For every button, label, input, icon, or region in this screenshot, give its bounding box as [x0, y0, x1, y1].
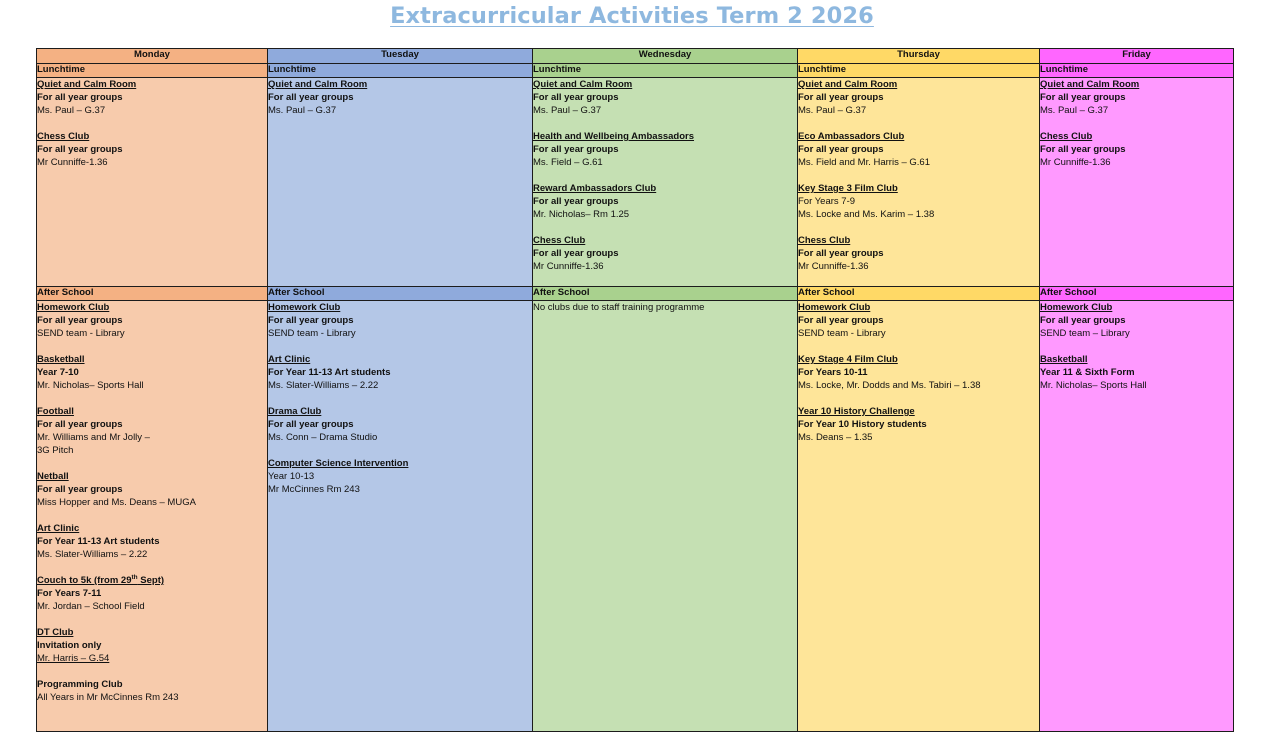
activity-name: Football [37, 406, 74, 417]
lunchtime-label: Lunchtime [268, 64, 533, 78]
activity-location: SEND team - Library [798, 328, 886, 339]
activity-audience: For Year 10 History students [798, 419, 927, 430]
activity-name-end: Sept) [137, 575, 165, 586]
day-header-row [37, 49, 1234, 64]
activity-audience: For all year groups [37, 484, 123, 495]
activity-audience: For all year groups [798, 315, 884, 326]
activity-location: Mr Cunniffe-1.36 [533, 261, 604, 272]
activity-block [533, 182, 797, 221]
activity-block [1040, 353, 1233, 392]
after-school-label: After School [533, 287, 798, 301]
day-header-thursday: Thursday [798, 49, 1040, 64]
activity-audience: For all year groups [533, 248, 619, 259]
activity-audience: For all year groups [798, 144, 884, 155]
activity-name: Homework Club [798, 302, 871, 313]
after-school-label: After School [798, 287, 1040, 301]
activity-location: Ms. Deans – 1.35 [798, 432, 873, 443]
activity-audience: Year 10-13 [268, 471, 315, 482]
activity-name: Year 10 History Challenge [798, 406, 915, 417]
activity-block [798, 182, 1039, 221]
activity-name: Key Stage 4 Film Club [798, 354, 898, 365]
activity-audience: For all year groups [37, 315, 123, 326]
activity-name: Key Stage 3 Film Club [798, 183, 898, 194]
day-header-wednesday: Wednesday [533, 49, 798, 64]
activity-audience: For Years 10-11 [798, 367, 868, 378]
lunchtime-label: Lunchtime [533, 64, 798, 78]
day-header-friday: Friday [1040, 49, 1234, 64]
activity-audience: For all year groups [37, 92, 123, 103]
monday-after-school-cell [37, 301, 268, 732]
wednesday-lunch-cell [533, 78, 798, 287]
activity-location: Ms. Paul – G.37 [1040, 105, 1109, 116]
lunchtime-label: Lunchtime [1040, 64, 1234, 78]
activity-location: Ms. Paul – G.37 [533, 105, 602, 116]
after-school-row [37, 301, 1234, 732]
activity-block [268, 78, 532, 117]
activity-block [1040, 78, 1233, 117]
activity-audience: Invitation only [37, 640, 102, 651]
activity-audience: For Years 7-11 [37, 588, 102, 599]
after-school-label: After School [37, 287, 268, 301]
activity-block [37, 301, 267, 340]
activity-name: Drama Club [268, 406, 322, 417]
activity-audience: For all year groups [533, 144, 619, 155]
activity-block [533, 130, 797, 169]
activity-location: SEND team - Library [268, 328, 356, 339]
activity-name: Chess Club [798, 235, 851, 246]
activity-block [37, 626, 267, 665]
activity-location: Ms. Paul – G.37 [798, 105, 867, 116]
wednesday-after-school-cell [533, 301, 798, 732]
activity-block [37, 522, 267, 561]
activity-block [37, 574, 267, 613]
activity-block [798, 405, 1039, 444]
activity-audience: For all year groups [1040, 92, 1126, 103]
lunchtime-label: Lunchtime [798, 64, 1040, 78]
activity-name: Reward Ambassadors Club [533, 183, 657, 194]
activity-name: Basketball [1040, 354, 1088, 365]
activity-name: Health and Wellbeing Ambassadors [533, 131, 695, 142]
activity-location: Mr. Nicholas– Rm 1.25 [533, 209, 630, 220]
activity-block [268, 405, 532, 444]
activity-audience: For Years 7-9 [798, 196, 856, 207]
activity-name: Quiet and Calm Room [37, 79, 137, 90]
tuesday-lunch-cell [268, 78, 533, 287]
no-clubs-note: No clubs due to staff training programme [533, 302, 705, 313]
activity-block [268, 301, 532, 340]
activity-location: Ms. Paul – G.37 [37, 105, 106, 116]
activity-name: Homework Club [268, 302, 341, 313]
page-title: Extracurricular Activities Term 2 2026 [390, 3, 874, 29]
activity-name: Homework Club [37, 302, 110, 313]
activity-name: Computer Science Intervention [268, 458, 409, 469]
activity-name: Basketball [37, 354, 85, 365]
activity-block [1040, 301, 1233, 340]
activity-block [798, 78, 1039, 117]
activity-name: Quiet and Calm Room [1040, 79, 1140, 90]
activity-location-line2: 3G Pitch [37, 445, 74, 456]
activity-block [37, 678, 267, 704]
activity-block [37, 130, 267, 169]
activity-location: Ms. Locke, Mr. Dodds and Ms. Tabiri – 1.38 [798, 380, 981, 391]
activity-block [798, 301, 1039, 340]
activity-location: Mr. Nicholas– Sports Hall [1040, 380, 1147, 391]
activity-location: Ms. Slater-Williams – 2.22 [37, 549, 148, 560]
activity-audience: Year 7-10 [37, 367, 79, 378]
activity-location: Ms. Field and Mr. Harris – G.61 [798, 157, 930, 168]
day-header-monday: Monday [37, 49, 268, 64]
activity-location: Mr. Harris – G.54 [37, 653, 110, 664]
thursday-lunch-cell [798, 78, 1040, 287]
activity-location: Ms. Paul – G.37 [268, 105, 337, 116]
activity-location: Ms. Conn – Drama Studio [268, 432, 378, 443]
activity-location: Mr Cunniffe-1.36 [1040, 157, 1111, 168]
activity-location: Ms. Slater-Williams – 2.22 [268, 380, 379, 391]
activity-name-text: Couch to 5k (from 29 [37, 575, 132, 586]
activity-name: Art Clinic [37, 523, 80, 534]
thursday-after-school-cell [798, 301, 1040, 732]
activity-audience: For Year 11-13 Art students [268, 367, 391, 378]
activity-block [798, 130, 1039, 169]
activity-name: Chess Club [37, 131, 90, 142]
activity-name: DT Club [37, 627, 74, 638]
activity-location: Miss Hopper and Ms. Deans – MUGA [37, 497, 196, 508]
activity-audience: For all year groups [533, 196, 619, 207]
activity-location: Mr. Jordan – School Field [37, 601, 145, 612]
activity-block [37, 405, 267, 457]
activity-name: Netball [37, 471, 69, 482]
activity-block [37, 353, 267, 392]
activity-block [798, 234, 1039, 273]
tuesday-after-school-cell [268, 301, 533, 732]
activity-name-superscript: th [131, 573, 138, 581]
activity-audience: For all year groups [1040, 315, 1126, 326]
activity-location: All Years in Mr McCinnes Rm 243 [37, 692, 179, 703]
activity-name: Programming Club [37, 679, 123, 690]
activity-name: Chess Club [533, 235, 586, 246]
activity-location: Mr. Williams and Mr Jolly – [37, 432, 150, 443]
monday-lunch-cell [37, 78, 268, 287]
activity-audience: For all year groups [533, 92, 619, 103]
activity-audience: For all year groups [798, 248, 884, 259]
activity-block [37, 470, 267, 509]
activities-timetable [36, 48, 1234, 732]
activity-name: Eco Ambassadors Club [798, 131, 905, 142]
activity-block [1040, 130, 1233, 169]
activity-location: SEND team - Library [37, 328, 125, 339]
friday-lunch-cell [1040, 78, 1234, 287]
activity-audience: For all year groups [1040, 144, 1126, 155]
after-school-label: After School [268, 287, 533, 301]
activity-name: Art Clinic [268, 354, 311, 365]
activity-location: Mr McCinnes Rm 243 [268, 484, 360, 495]
activity-block [533, 78, 797, 117]
activity-block [798, 353, 1039, 392]
after-school-label: After School [1040, 287, 1234, 301]
activity-audience: Year 11 & Sixth Form [1040, 367, 1135, 378]
activity-audience: For all year groups [37, 419, 123, 430]
day-header-tuesday: Tuesday [268, 49, 533, 64]
activity-name: Quiet and Calm Room [533, 79, 633, 90]
activity-audience: For all year groups [37, 144, 123, 155]
activity-block [533, 234, 797, 273]
activity-audience: For all year groups [268, 419, 354, 430]
lunchtime-row [37, 78, 1234, 287]
friday-after-school-cell [1040, 301, 1234, 732]
activity-location: SEND team – Library [1040, 328, 1130, 339]
activity-block [37, 78, 267, 117]
activity-audience: For Year 11-13 Art students [37, 536, 160, 547]
activity-name: Quiet and Calm Room [268, 79, 368, 90]
activity-name: Quiet and Calm Room [798, 79, 898, 90]
activity-name: Homework Club [1040, 302, 1113, 313]
activity-name [37, 574, 267, 587]
activity-audience: For all year groups [268, 315, 354, 326]
activity-audience: For all year groups [268, 92, 354, 103]
lunchtime-label-row [37, 64, 1234, 78]
activity-block [268, 353, 532, 392]
after-school-label-row [37, 287, 1234, 301]
activity-location: Mr Cunniffe-1.36 [37, 157, 108, 168]
activity-location: Ms. Locke and Ms. Karim – 1.38 [798, 209, 935, 220]
activity-audience: For all year groups [798, 92, 884, 103]
activity-location: Mr Cunniffe-1.36 [798, 261, 869, 272]
activity-block [268, 457, 532, 496]
lunchtime-label: Lunchtime [37, 64, 268, 78]
activity-name: Chess Club [1040, 131, 1093, 142]
activity-location: Mr. Nicholas– Sports Hall [37, 380, 144, 391]
activity-location: Ms. Field – G.61 [533, 157, 603, 168]
